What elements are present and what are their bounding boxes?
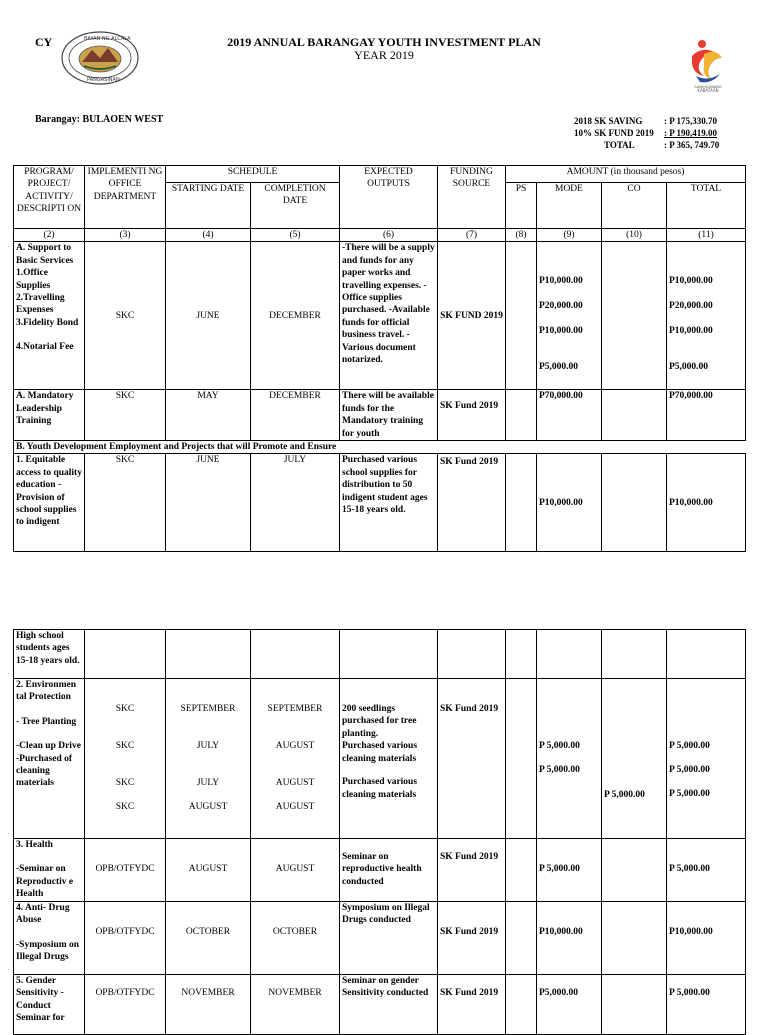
funding-cell: SK Fund 2019 <box>438 839 506 902</box>
end-date-cell: DECEMBER <box>251 242 340 390</box>
outputs-cell: There will be available funds for the Mandatory training for youth <box>340 390 438 441</box>
logo-caption-2: KABATAAN <box>697 88 719 92</box>
start-date-cell: JUNE <box>166 242 251 390</box>
investment-plan-table-part2 <box>13 629 746 1035</box>
outputs-cell: 200 seedlings purchased for tree planting. Purchased various cleaning materials Purchased various cleaning materials <box>340 679 438 839</box>
program-cell: 3. Health -Seminar on Reproductiv e Health <box>14 839 85 902</box>
ps-cell <box>506 902 537 975</box>
col-number: (10) <box>602 229 667 242</box>
fund-value: : P 190,419.00 <box>664 128 717 138</box>
co-cell: P 5,000.00 <box>602 679 667 839</box>
header-starting-date: STARTING DATE <box>166 183 251 229</box>
total-cell: P10,000.00 <box>667 454 746 552</box>
start-date-cell: AUGUST <box>166 839 251 902</box>
mode-cell: P10,000.00 P20,000.00 P10,000.00 P5,000.00 <box>537 242 602 390</box>
funding-cell: SK Fund 2019 <box>438 454 506 552</box>
table-row <box>14 454 746 552</box>
header-completion-date: COMPLETION DATE <box>251 183 340 229</box>
program-cell: 4. Anti- Drug Abuse -Symposium on Illegal Drugs <box>14 902 85 975</box>
section-b-heading: B. Youth Development Employment and Projects that will Promote and Ensure <box>14 441 746 454</box>
end-date-cell: SEPTEMBER AUGUST AUGUST AUGUST <box>251 679 340 839</box>
col-number: (8) <box>506 229 537 242</box>
office-cell: OPB/OTFYDC <box>85 975 166 1035</box>
fund-label: 10% SK FUND 2019 <box>574 128 654 138</box>
col-number: (9) <box>537 229 602 242</box>
fund-value: : P 175,330.70 <box>664 116 717 126</box>
total-cell: P 5,000.00 P 5,000.00 P 5,000.00 <box>667 679 746 839</box>
table-row <box>14 242 746 390</box>
page-subtitle: YEAR 2019 <box>354 48 414 62</box>
start-date-cell: SEPTEMBER JULY JULY AUGUST <box>166 679 251 839</box>
ps-cell <box>506 390 537 441</box>
col-number: (7) <box>438 229 506 242</box>
mode-cell: P 5,000.00 <box>537 839 602 902</box>
barangay-line <box>35 114 163 125</box>
ps-cell <box>506 454 537 552</box>
total-cell: P 5,000.00 <box>667 839 746 902</box>
sangguniang-kabataan-logo-icon <box>686 36 730 92</box>
outputs-cell: Symposium on Illegal Drugs conducted <box>340 902 438 975</box>
total-cell: P70,000.00 <box>667 390 746 441</box>
col-number: (5) <box>251 229 340 242</box>
program-cell: A. Mandatory Leadership Training <box>14 390 85 441</box>
mode-cell: P10,000.00 <box>537 454 602 552</box>
table-row <box>14 390 746 441</box>
co-cell <box>602 902 667 975</box>
end-date-cell: OCTOBER <box>251 902 340 975</box>
end-date-cell: AUGUST <box>251 839 340 902</box>
end-date-cell: DECEMBER <box>251 390 340 441</box>
program-cell: High school students ages 15-18 years old. <box>14 630 85 679</box>
program-cell: 2. Environmen tal Protection - Tree Planting -Clean up Drive -Purchased of cleaning materials <box>14 679 85 839</box>
office-cell: OPB/OTFYDC <box>85 902 166 975</box>
col-number: (11) <box>667 229 746 242</box>
table-row <box>14 679 746 839</box>
ps-cell <box>506 975 537 1035</box>
ps-cell <box>506 679 537 839</box>
funding-cell: SK Fund 2019 <box>438 390 506 441</box>
fund-row-total <box>574 140 719 150</box>
header-outputs: EXPECTED OUTPUTS <box>340 166 438 229</box>
co-cell <box>602 454 667 552</box>
total-cell: P10,000.00 P20,000.00 P10,000.00 P5,000.00 <box>667 242 746 390</box>
table-row <box>14 839 746 902</box>
co-cell <box>602 390 667 441</box>
table-row <box>14 630 746 679</box>
header-ps: PS <box>506 183 537 229</box>
header-co: CO <box>602 183 667 229</box>
logo-caption-1: SANGGUNIANG <box>694 85 722 89</box>
mode-cell: P10,000.00 <box>537 902 602 975</box>
program-cell: 5. Gender Sensitivity - Conduct Seminar for <box>14 975 85 1035</box>
program-cell: A. Support to Basic Services 1.Office Supplies 2.Travelling Expenses 3.Fidelity Bond 4.Notarial Fee <box>14 242 85 390</box>
office-cell: SKC <box>85 242 166 390</box>
outputs-cell: Seminar on reproductive health conducted <box>340 839 438 902</box>
seal-text-bottom: PANGASINAN <box>87 77 120 83</box>
fund-row-sk-fund <box>574 128 717 138</box>
end-date-cell: JULY <box>251 454 340 552</box>
outputs-cell: Purchased various school supplies for distribution to 50 indigent student ages 15-18 years old. <box>340 454 438 552</box>
header-mode: MODE <box>537 183 602 229</box>
funding-cell: SK Fund 2019 <box>438 902 506 975</box>
office-cell: SKC SKC SKC SKC <box>85 679 166 839</box>
page-title: 2019 ANNUAL BARANGAY YOUTH INVESTMENT PLAN <box>227 35 541 49</box>
barangay-label: Barangay: <box>35 114 80 125</box>
table-row <box>14 902 746 975</box>
program-cell: 1. Equitable access to quality education - Provision of school supplies to indigent <box>14 454 85 552</box>
col-number: (4) <box>166 229 251 242</box>
investment-plan-table-part1 <box>13 165 746 552</box>
start-date-cell: OCTOBER <box>166 902 251 975</box>
funding-cell: SK FUND 2019 <box>438 242 506 390</box>
header-schedule: SCHEDULE <box>166 166 340 183</box>
end-date-cell: NOVEMBER <box>251 975 340 1035</box>
seal-text-top: BAYAN NG ALCALA <box>84 36 131 42</box>
table-row <box>14 975 746 1035</box>
co-cell <box>602 975 667 1035</box>
fund-value: : P 365, 749.70 <box>664 140 720 150</box>
fund-label: 2018 SK SAVING <box>574 116 643 126</box>
section-row <box>14 441 746 454</box>
fund-row-saving <box>574 116 717 126</box>
outputs-cell: Seminar on gender Sensitivity conducted <box>340 975 438 1035</box>
co-cell <box>602 839 667 902</box>
header-total: TOTAL <box>667 183 746 229</box>
total-cell: P 5,000.00 <box>667 975 746 1035</box>
ps-cell <box>506 242 537 390</box>
mode-cell: P5,000.00 <box>537 975 602 1035</box>
header-amount: AMOUNT (in thousand pesos) <box>506 166 746 183</box>
header-funding: FUNDING SOURCE <box>438 166 506 229</box>
barangay-name: BULAOEN WEST <box>82 114 164 125</box>
cy-label: CY <box>35 35 53 49</box>
mode-cell: P70,000.00 <box>537 390 602 441</box>
col-number: (2) <box>14 229 85 242</box>
ps-cell <box>506 839 537 902</box>
office-cell: SKC <box>85 390 166 441</box>
funding-cell: SK Fund 2019 <box>438 679 506 839</box>
total-cell: P10,000.00 <box>667 902 746 975</box>
header-office: IMPLEMENTI NG OFFICE DEPARTMENT <box>85 166 166 229</box>
start-date-cell: MAY <box>166 390 251 441</box>
start-date-cell: JUNE <box>166 454 251 552</box>
co-cell <box>602 242 667 390</box>
start-date-cell: NOVEMBER <box>166 975 251 1035</box>
col-number: (6) <box>340 229 438 242</box>
mode-cell: P 5,000.00 P 5,000.00 <box>537 679 602 839</box>
col-number: (3) <box>85 229 166 242</box>
outputs-cell: -There will be a supply and funds for any paper works and travelling expenses. -Office supplies purchased. -Available funds for official business travel. -Various document notarized. <box>340 242 438 390</box>
office-cell: SKC <box>85 454 166 552</box>
office-cell: OPB/OTFYDC <box>85 839 166 902</box>
fund-label: TOTAL <box>604 140 635 150</box>
header-program: PROGRAM/ PROJECT/ ACTIVITY/ DESCRIPTI ON <box>14 166 85 229</box>
funding-cell: SK Fund 2019 <box>438 975 506 1035</box>
